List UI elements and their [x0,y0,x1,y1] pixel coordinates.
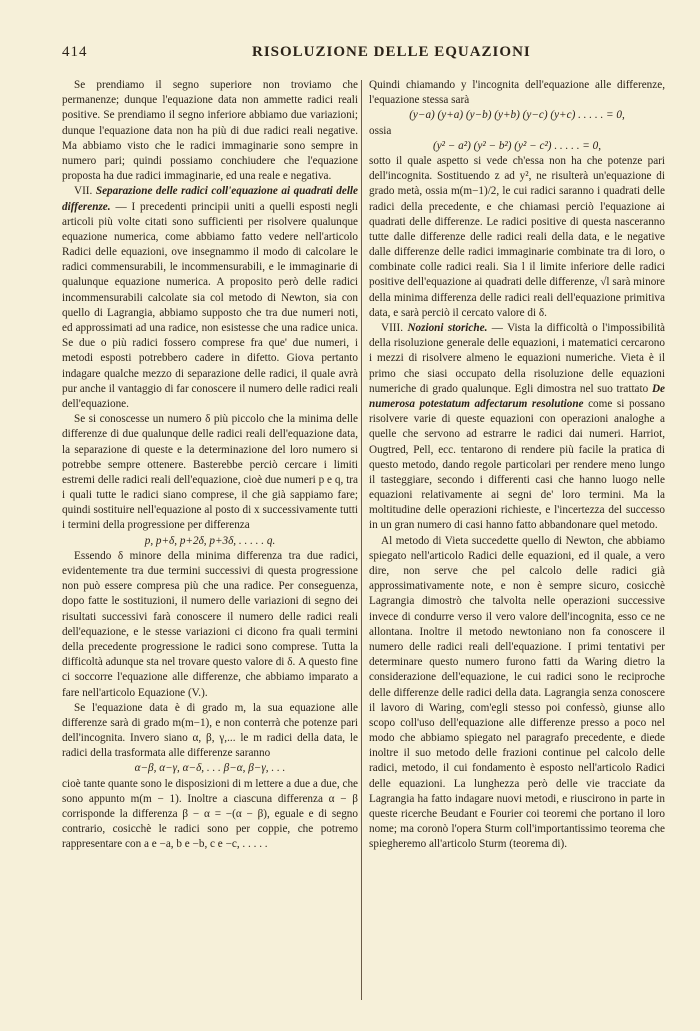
paragraph: cioè tante quante sono le disposizioni di m lettere a due a due, che sono appunto m(m − 1). Inoltre a ciascuna differenza α − β corrisponde la differenza β − α = −(α − β), eguale e di segno contrario, cosicchè le radici sono per coppie, che potremo rappresentare con a e −a, b e −b, c e −c, . . . . . [62,777,358,851]
paragraph: Al metodo di Vieta succedette quello di Newton, che abbiamo spiegato nell'articolo Radici delle equazioni, ed il quale, a vero dire, non serve che pel calcolo delle radici già approssimativamente note, e non è sempre sicuro, cosicchè Lagrangia dimostrò che talvolta nelle operazioni successive invece di condurre verso il vero valore dell'incognita, esso ce ne allontana. Inoltre il metodo newtoniano non fa conoscere il numero delle radici reali dell'equazione. I primi tentativi per determinare questo numero furono fatti da Waring dietro la considerazione dell'equazione, le cui radici sono le reciproche delle differenze delle radici della data. Lagrangia senza conoscere il lavoro di Waring, com'egli stesso poi confessò, giunse allo scopo coll'uso dell'equazione alle differenze presso a poco nel modo che abbiamo spiegato nel paragrafo precedente, e diede inoltre il suo metodo delle frazioni continue pel calcolo delle radici, metodo, il cui fondamento è esposto nell'articolo Radici delle equazioni. La lunghezza però delle vie tracciate da Lagrangia ha fatto indagare nuovi metodi, e riuscirono in parte in queste ricerche Beudant e Fourier coi teoremi che portano il loro nome; ma coronò l'opera Sturm coll'importantissimo teorema che spiegheremo all'articolo Sturm (teorema di). [369,534,665,851]
section-number: VII. [74,185,93,198]
paragraph: Quindi chiamando y l'incognita dell'equazione alle differenze, l'equazione stessa sarà [369,79,665,107]
section-text: — I precedenti principii uniti a quelli esposti negli articoli più volte citati sono sufficienti per risolvere qualunque equazione numerica, come abbiamo fatto vedere nell'articolo Radici delle equazioni, ove insegnammo il modo di calcolare le radici commensurabili, le incommensurabili, e le immaginarie di qualunque equazione numerica. A proposito però delle radici incommensurabili calcolate sia col metodo di Newton, sia con quello di Lagrangia, abbiamo supposto che tra due numeri noti, ed approssimati ad una radice, non esistesse che una radice unica. Se due o più radici fossero comprese fra que' due numeri, i metodi esposti potrebbero cadere in difetto. Giova pertanto indagare qualche mezzo di separazione delle radici, il quale avrà pur anche il vantaggio di far conoscere il numero delle radici reali dell'equazione. [62,200,359,410]
paragraph: Se prendiamo il segno superiore non troviamo che permanenze; dunque l'equazione data non ammette radici reali positive. Se prendiamo il segno inferiore abbiamo due variazioni; dunque l'equazione data non ha più di due radici reali negative. Ma abbiamo visto che le radici immaginarie sono sempre in numero pari; quindi possiamo conchiudere che l'equazione proposta ha due radici immaginarie, ed una reale e negativa. [62,79,358,183]
formula-progression: p, p+δ, p+2δ, p+3δ, . . . . . q. [144,534,276,547]
section-viii [369,321,665,534]
left-column [62,78,358,853]
section-text: come si possano risolvere varie di queste equazioni con operazioni analoghe a quelle che servono ad estrarre le radici dai numeri. Harriot, Ougtred, Pell, ecc. tentarono di rendere più facile la pratica di questo metodo, dando regole particolari per rendere meno lungo il tasteggiare, secondo i differenti casi che hanno luogo nelle equazioni relativamente ai segni de' loro termini. Ma la moltitudine delle operazioni richieste, e l'incertezza del successo in un gran numero di casi hanno fatto abbandonare quel metodo. [369,397,665,532]
section-text: — Vista la difficoltà o l'impossibilità della risoluzione generale delle equazioni, i matematici cercarono i mezzi di risolvere almeno le equazioni numeriche. Vieta è il primo che siasi occupato della risoluzione delle equazioni numeriche di grado qualunque. Egli dimostra nel suo trattato [369,322,666,395]
paragraph: sotto il quale aspetto si vede ch'essa non ha che potenze pari dell'incognita. Sostituendo z ad y², ne risulterà un'equazione di grado metà, ossia m(m−1)/2, le cui radici saranno i quadrati delle radici della precedente, e che chiamasi perciò l'equazione ai quadrati delle differenze. Le radici positive di questa nasceranno tutte dalle differenze delle radici reali della data, e le negative dalle differenze delle radici immaginarie combinate tra di loro, o combinate colle radici reali. Sia l il limite inferiore delle radici positive dell'equazione ai quadrati delle differenze, √l sarà minore della minima differenza delle radici reali dell'equazione primitiva data, e sarà perciò il cercato valore di δ. [369,154,665,319]
connector-text: ossia [369,124,392,137]
paragraph: Se l'equazione data è di grado m, la sua equazione alle differenze sarà di grado m(m−1), e non conterrà che potenze pari dell'incognita. Invero siano α, β, γ,... le m radici della data, le radici della trasformata alle differenze saranno [62,701,358,760]
section-title: Separazione delle radici coll'equazione ai quadrati delle differenze. [62,185,359,213]
section-number: VIII. [381,322,404,334]
right-column [369,78,665,853]
formula-squares: (y² − a²) (y² − b²) (y² − c²) . . . . . = 0, [432,139,602,152]
paragraph: Se si conoscesse un numero δ più piccolo che la minima delle differenze di due qualunque delle radici reali dell'equazione data, la separazione di queste e la determinazione del loro numero si potrebbe sempre ottenere. Basterebbe perciò cercare i limiti estremi delle radici reali dell'equazione, cioè due numeri p e q, tra i quali tutte le radici siano comprese, il che già sappiamo fare; quindi sostituire nell'equazione al posto di x successivamente tutti i termini della progressione per differenza [62,413,358,532]
section-title: Nozioni storiche. [407,322,488,334]
formula-differences: α−β, α−γ, α−δ, . . . β−α, β−γ, . . . [134,762,286,775]
paragraph: Essendo δ minore della minima differenza tra due radici, evidentemente tra due termini successivi di questa progressione non può essere compresa più che una radice. Per conseguenza, dopo fatte le sostituzioni, il numero delle variazioni di segno dei risultati successivi farà conoscere il numero delle radici reali dell'equazione, e le stesse variazioni ci dicono fra quali termini della precedente progressione le radici sono comprese. Tutta la difficoltà adunque sta nel trovare questo valore di δ. A questo fine ci soccorre l'equazione alle differenze, che abbiamo imparato a fare nell'articolo Equazione (V.). [62,549,358,699]
running-title: RISOLUZIONE DELLE EQUAZIONI [252,44,531,60]
formula-product: (y−a) (y+a) (y−b) (y+b) (y−c) (y+c) . . . . . = 0, [409,109,625,122]
work-title: De numerosa potestatum adfectarum resolutione [369,382,665,410]
page-number: 414 [62,44,88,60]
column-divider [361,80,362,1000]
page-header [62,44,644,66]
section-vii [62,184,358,412]
